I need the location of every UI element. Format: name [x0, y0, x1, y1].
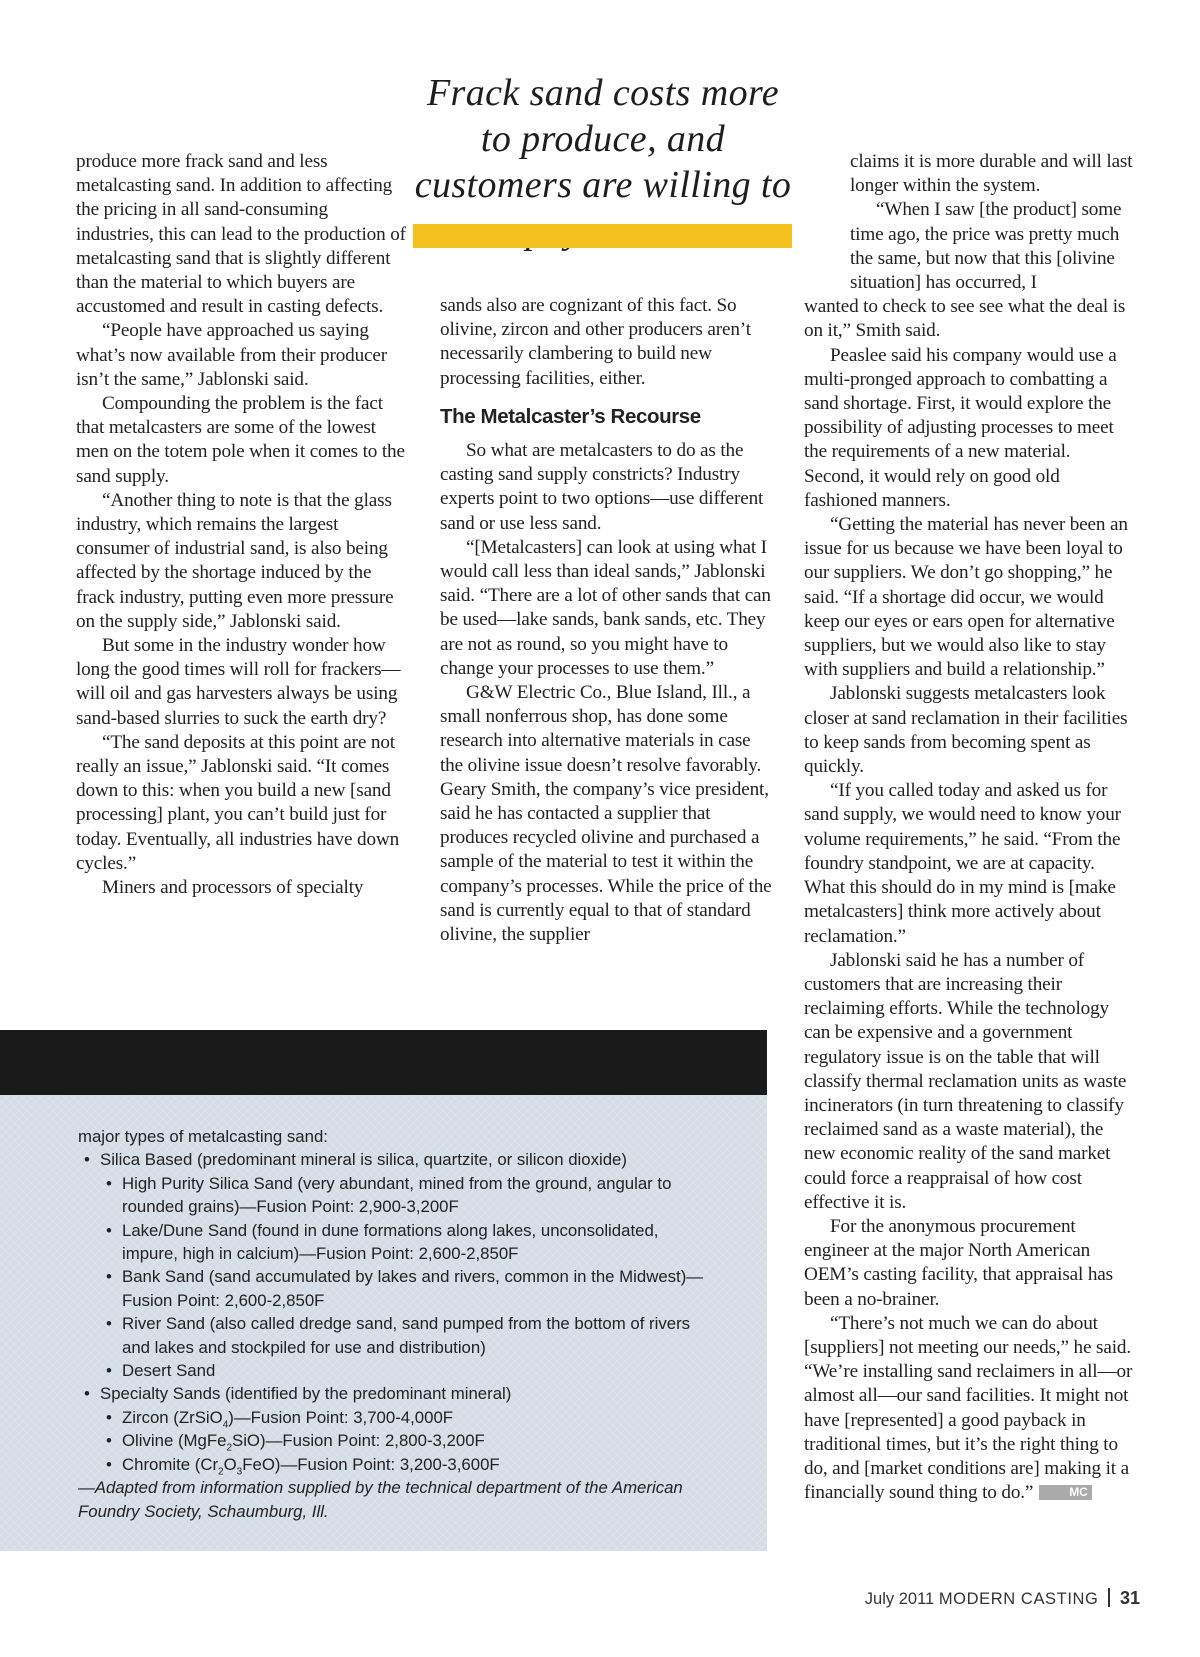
- paragraph: Peaslee said his company would use a multi-pronged approach to combatting a sand shortage. First, it would explore the possibility of adjusting processes to meet the requirements of a new material. Second, it would rely on good old fashioned manners.: [804, 344, 1117, 511]
- list-item-chromite: [78, 1453, 718, 1476]
- formula-part: Chromite (Cr: [122, 1454, 219, 1474]
- pull-quote: Frack sand costs more to produce, and customers are willing to: [414, 72, 792, 206]
- sidebar-intro: major types of metalcasting sand:: [78, 1127, 328, 1146]
- list-item: • Specialty Sands (identified by the predominant mineral): [78, 1382, 718, 1405]
- article-column-2: [440, 294, 772, 947]
- list-item-zircon: [78, 1406, 718, 1429]
- paragraph: “Getting the material has never been an issue for us because we have been loyal to our suppliers. We don’t go shopping,” he said. “If a shortage did occur, we would keep our eyes or ears open for alternative suppliers, but we would also like to stay with suppliers and build a relationship.”: [804, 514, 1128, 681]
- list-item: • Lake/Dune Sand (found in dune formations along lakes, unconsolidated, impure, high in calcium)—Fusion Point: 2,600-2,850F: [78, 1219, 718, 1266]
- sidebar-header-bar: [0, 1030, 767, 1095]
- formula-part: Zircon (ZrSiO: [122, 1407, 223, 1427]
- paragraph: claims it is more durable and will last longer within the system.: [850, 151, 1133, 197]
- sidebar-content: [78, 1125, 718, 1523]
- paragraph: “[Metalcasters] can look at using what I would call less than ideal sands,” Jablonski said. “There are a lot of other sands that can be used—lake sands, bank sands, etc. They are not as round, so you might have to change your processes to use them.”: [440, 536, 771, 679]
- pull-quote-accent-bar: [413, 224, 792, 248]
- formula-part: )—Fusion Point: 3,700-4,000F: [228, 1407, 454, 1427]
- page-footer: [865, 1588, 1140, 1609]
- sidebar-box: [0, 1095, 767, 1551]
- paragraph: Compounding the problem is the fact that metalcasters are some of the lowest men on the totem pole when it comes to the sand supply.: [76, 393, 405, 487]
- end-mark-badge: MC: [1039, 1485, 1091, 1500]
- paragraph: For the anonymous procurement engineer at the major North American OEM’s casting facility, that appraisal has been a no-brainer.: [804, 1215, 1113, 1310]
- footer-divider: [1108, 1588, 1110, 1607]
- paragraph: G&W Electric Co., Blue Island, Ill., a small nonferrous shop, has done some research into alternative materials in case the olivine issue doesn’t resolve favorably. Geary Smith, the company’s vice president, said he has contacted a supplier that produces recycled olivine and purchased a sample of the material to test it within the company’s processes. While the price of the sand is currently equal to that of standard olivine, the supplier: [440, 682, 772, 946]
- paragraph: So what are metalcasters to do as the casting sand supply constricts? Industry experts point to two options—use different sand or use less sand.: [440, 440, 764, 534]
- article-column-1: [76, 150, 408, 900]
- section-subhead: The Metalcaster’s Recourse: [440, 404, 701, 428]
- paragraph: [804, 1312, 1134, 1506]
- formula-part: SiO)—Fusion Point: 2,800-3,200F: [232, 1431, 485, 1451]
- paragraph: “Another thing to note is that the glass industry, which remains the largest consumer of industrial sand, is also being affected by the shortage induced by the frack industry, putting even more pressure on the supply side,” Jablonski said.: [76, 489, 394, 632]
- list-item: • Silica Based (predominant mineral is silica, quartzite, or silicon dioxide): [78, 1148, 718, 1171]
- closing-text: “There’s not much we can do about [suppliers] not meeting our needs,” he said. “We’re installing sand reclaimers in all—or almost all—our sand facilities. It might not have [represented] a good payback in traditional times, but it’s the right thing to do, and [market conditions are] making it a financially sound thing to do.”: [804, 1312, 1133, 1504]
- formula-part: Olivine (MgFe: [122, 1431, 227, 1451]
- paragraph: produce more frack sand and less metalcasting sand. In addition to affecting the pricing in all sand-consuming industries, this can lead to the production of metalcasting sand that is slightly different than the material to which buyers are accustomed and result in casting defects.: [76, 151, 406, 318]
- page-number: 31: [1119, 1588, 1140, 1608]
- paragraph: Jablonski said he has a number of customers that are increasing their reclaiming efforts. While the technology can be expensive and a government regulatory issue is on the table that will classify thermal reclamation units as waste incinerators (in turn threatening to classify reclaimed sand as a waste material), the new economic reality of the sand market could force a reappraisal of how cost effective it is.: [804, 949, 1127, 1213]
- paragraph: Jablonski suggests metalcasters look closer at sand reclamation in their facilities to keep sands from becoming spent as quickly.: [804, 683, 1128, 778]
- paragraph: “People have approached us saying what’s now available from their producer isn’t the same,” Jablonski said.: [76, 320, 388, 390]
- list-item-olivine: [78, 1429, 718, 1452]
- list-item: • High Purity Silica Sand (very abundant, mined from the ground, angular to rounded grains)—Fusion Point: 2,900-3,200F: [78, 1172, 718, 1219]
- paragraph: wanted to check to see see what the deal is on it,” Smith said.: [804, 296, 1126, 342]
- issue-date: July 2011: [864, 1590, 935, 1608]
- formula-subscript: 2: [226, 1442, 233, 1454]
- list-item: • Bank Sand (sand accumulated by lakes and rivers, common in the Midwest)—Fusion Point: 2,600-2,850F: [78, 1265, 718, 1312]
- sand-type-list: [78, 1148, 718, 1476]
- formula-subscript: 3: [236, 1466, 243, 1478]
- formula-subscript: 2: [218, 1466, 224, 1478]
- paragraph: “If you called today and asked us for sand supply, we would need to know your volume requirements,” he said. “From the foundry standpoint, we are at capacity. What this should do in my mind is [make metalcasters] think more actively about reclamation.”: [804, 780, 1121, 947]
- paragraph: “When I saw [the product] some time ago, the price was pretty much the same, but now that this [olivine situation] has occurred, I: [850, 199, 1122, 294]
- formula-part: FeO)—Fusion Point: 3,200-3,600F: [242, 1454, 500, 1474]
- list-item: • Desert Sand: [78, 1359, 718, 1382]
- paragraph: But some in the industry wonder how long the good times will roll for frackers—will oil and gas harvesters always be using sand-based slurries to suck the earth dry?: [76, 635, 401, 729]
- paragraph: sands also are cognizant of this fact. So olivine, zircon and other producers aren’t necessarily clambering to build new processing facilities, either.: [440, 295, 751, 389]
- formula-subscript: 4: [222, 1419, 229, 1431]
- list-item: • River Sand (also called dredge sand, sand pumped from the bottom of rivers and lakes and stockpiled for use and distribution): [78, 1312, 718, 1359]
- narrow-text-block: [850, 150, 1134, 295]
- sidebar-credit: —Adapted from information supplied by the technical department of the American Foundry Society, Schaumburg, Ill.: [78, 1478, 683, 1521]
- paragraph: Miners and processors of specialty: [102, 877, 364, 899]
- paragraph: “The sand deposits at this point are not really an issue,” Jablonski said. “It comes down to this: when you build a new [sand processing] plant, you can’t build just for today. Eventually, all industries have down cycles.”: [76, 731, 400, 874]
- article-column-3: [804, 150, 1134, 1505]
- formula-part: O: [223, 1454, 237, 1474]
- magazine-name: MODERN CASTING: [938, 1590, 1099, 1608]
